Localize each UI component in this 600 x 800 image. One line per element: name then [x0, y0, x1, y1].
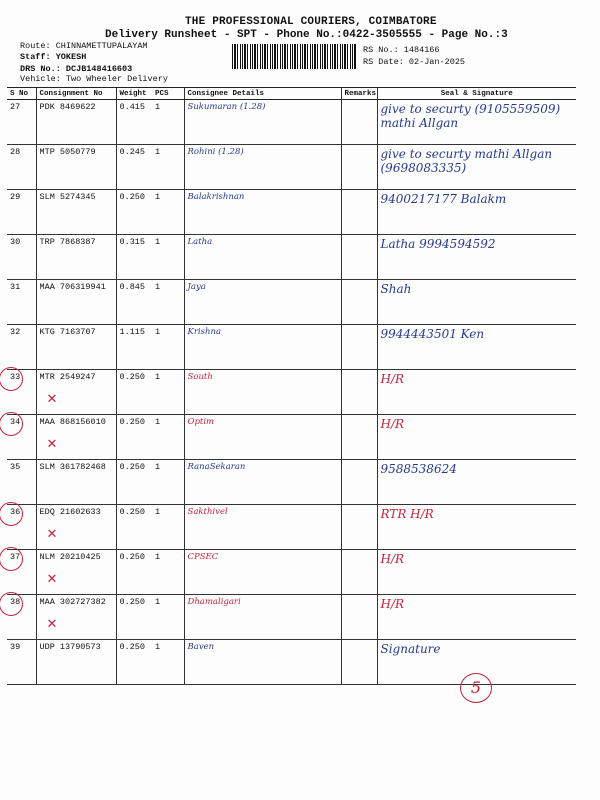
table-row	[7, 235, 576, 280]
consignment-cell: SLM 5274345	[36, 190, 116, 235]
weight-cell: 0.250	[116, 460, 152, 505]
staff: Staff: YOKESH	[20, 52, 87, 62]
rs-number: RS No.: 1484166	[363, 45, 440, 55]
runsheet-table	[7, 87, 576, 685]
consignee-cell: Balakrishnan	[184, 190, 341, 235]
cross-mark-icon: ✕	[46, 572, 58, 587]
sno-cell: 29	[7, 190, 36, 235]
seal-signature-cell: RTR H/R	[377, 505, 576, 550]
consignment-cell: UDP 13790573	[36, 640, 116, 685]
weight-cell: 0.250	[116, 415, 152, 460]
barcode	[232, 44, 356, 69]
table-row	[7, 280, 576, 325]
consignee-cell: Sukumaran (1.28)	[184, 100, 341, 145]
pcs-cell: 1	[152, 190, 184, 235]
sno-cell: 37	[7, 550, 36, 595]
pcs-cell: 1	[152, 100, 184, 145]
remarks-cell	[341, 100, 377, 145]
sno-cell: 38	[7, 595, 36, 640]
weight-cell: 0.250	[116, 640, 152, 685]
seal-signature-cell: 9588538624	[377, 460, 576, 505]
remarks-cell	[341, 145, 377, 190]
remarks-cell	[341, 640, 377, 685]
remarks-cell	[341, 190, 377, 235]
table-row	[7, 190, 576, 235]
consignment-cell: KTG 7163707	[36, 325, 116, 370]
pcs-cell: 1	[152, 640, 184, 685]
col-remarks: Remarks	[341, 88, 377, 100]
table-row	[7, 550, 576, 595]
weight-cell: 1.115	[116, 325, 152, 370]
sno-cell: 27	[7, 100, 36, 145]
weight-cell: 0.250	[116, 370, 152, 415]
cross-mark-icon: ✕	[46, 617, 58, 632]
consignee-cell: Krishna	[184, 325, 341, 370]
pcs-cell: 1	[152, 280, 184, 325]
seal-signature-cell: 9400217177 Balakm	[377, 190, 576, 235]
remarks-cell	[341, 595, 377, 640]
consignee-cell: Latha	[184, 235, 341, 280]
consignment-cell: MAA 868156010 ✕	[36, 415, 116, 460]
col-consignment: Consignment No	[36, 88, 116, 100]
table-row	[7, 595, 576, 640]
cross-mark-icon: ✕	[46, 527, 58, 542]
seal-signature-cell: Signature	[377, 640, 576, 685]
col-seal: Seal & Signature	[377, 88, 576, 100]
remarks-cell	[341, 370, 377, 415]
weight-cell: 0.415	[116, 100, 152, 145]
consignee-cell: Rohini (1.28)	[184, 145, 341, 190]
vehicle: Vehicle: Two Wheeler Delivery	[20, 74, 168, 84]
col-weight: Weight	[116, 88, 152, 100]
consignee-cell: Optim	[184, 415, 341, 460]
sno-cell: 30	[7, 235, 36, 280]
seal-signature-cell: H/R	[377, 595, 576, 640]
col-consignee: Consignee Details	[184, 88, 341, 100]
weight-cell: 0.845	[116, 280, 152, 325]
remarks-cell	[341, 505, 377, 550]
drs-number: DRS No.: DCJB148416603	[20, 64, 133, 74]
cross-mark-icon: ✕	[46, 437, 58, 452]
runsheet-title: Delivery Runsheet - SPT - Phone No.:0422-3505555 - Page No.:3	[105, 29, 508, 41]
consignment-cell: MTR 2549247 ✕	[36, 370, 116, 415]
table-row	[7, 100, 576, 145]
pcs-cell: 1	[152, 460, 184, 505]
weight-cell: 0.250	[116, 505, 152, 550]
pcs-cell: 1	[152, 235, 184, 280]
circle-mark	[0, 412, 23, 436]
consignee-cell: Jaya	[184, 280, 341, 325]
table-header	[7, 88, 576, 100]
sno-cell: 34	[7, 415, 36, 460]
sno-cell: 35	[7, 460, 36, 505]
circle-mark	[0, 592, 23, 616]
pcs-cell: 1	[152, 325, 184, 370]
weight-cell: 0.250	[116, 190, 152, 235]
sno-cell: 28	[7, 145, 36, 190]
table-row	[7, 370, 576, 415]
seal-signature-cell: 9944443501 Ken	[377, 325, 576, 370]
rs-date: RS Date: 02-Jan-2025	[363, 57, 466, 67]
sno-cell: 36	[7, 505, 36, 550]
consignee-cell: Sakthivel	[184, 505, 341, 550]
weight-cell: 0.250	[116, 595, 152, 640]
remarks-cell	[341, 325, 377, 370]
company-name: THE PROFESSIONAL COURIERS, COIMBATORE	[185, 16, 437, 28]
consignee-cell: Dhamaligari	[184, 595, 341, 640]
weight-cell: 0.245	[116, 145, 152, 190]
consignment-cell: PDK 8469622	[36, 100, 116, 145]
sno-cell: 33	[7, 370, 36, 415]
seal-signature-cell: give to securty mathi Allgan (9698083335)	[377, 145, 576, 190]
page-count-mark: 5	[460, 673, 492, 703]
seal-signature-cell: give to securty (9105559509) mathi Allgan	[377, 100, 576, 145]
seal-signature-cell: H/R	[377, 415, 576, 460]
remarks-cell	[341, 415, 377, 460]
consignee-cell: RanaSekaran	[184, 460, 341, 505]
weight-cell: 0.315	[116, 235, 152, 280]
circle-mark	[0, 367, 23, 391]
remarks-cell	[341, 280, 377, 325]
consignment-cell: SLM 361782468	[36, 460, 116, 505]
consignment-cell: MAA 706319941	[36, 280, 116, 325]
table-row	[7, 460, 576, 505]
consignment-cell: EDQ 21602633 ✕	[36, 505, 116, 550]
pcs-cell: 1	[152, 505, 184, 550]
sno-cell: 32	[7, 325, 36, 370]
pcs-cell: 1	[152, 415, 184, 460]
cross-mark-icon: ✕	[46, 392, 58, 407]
seal-signature-cell: H/R	[377, 550, 576, 595]
consignee-cell: Baven	[184, 640, 341, 685]
pcs-cell: 1	[152, 550, 184, 595]
remarks-cell	[341, 235, 377, 280]
consignee-cell: CPSEC	[184, 550, 341, 595]
seal-signature-cell: Shah	[377, 280, 576, 325]
consignment-cell: TRP 7868387	[36, 235, 116, 280]
consignment-cell: MTP 5050779	[36, 145, 116, 190]
remarks-cell	[341, 460, 377, 505]
col-sno: S No	[7, 88, 36, 100]
table-row	[7, 325, 576, 370]
table-row	[7, 505, 576, 550]
pcs-cell: 1	[152, 370, 184, 415]
consignment-cell: NLM 20210425 ✕	[36, 550, 116, 595]
seal-signature-cell: H/R	[377, 370, 576, 415]
sno-cell: 31	[7, 280, 36, 325]
seal-signature-cell: Latha 9994594592	[377, 235, 576, 280]
remarks-cell	[341, 550, 377, 595]
table-row	[7, 415, 576, 460]
weight-cell: 0.250	[116, 550, 152, 595]
circle-mark	[0, 547, 23, 571]
circle-mark	[0, 502, 23, 526]
table-row	[7, 145, 576, 190]
col-pcs: PCS	[152, 88, 184, 100]
table-row	[7, 640, 576, 685]
consignee-cell: South	[184, 370, 341, 415]
consignment-cell: MAA 302727382 ✕	[36, 595, 116, 640]
route: Route: CHINNAMETTUPALAYAM	[20, 41, 148, 51]
pcs-cell: 1	[152, 145, 184, 190]
sno-cell: 39	[7, 640, 36, 685]
pcs-cell: 1	[152, 595, 184, 640]
